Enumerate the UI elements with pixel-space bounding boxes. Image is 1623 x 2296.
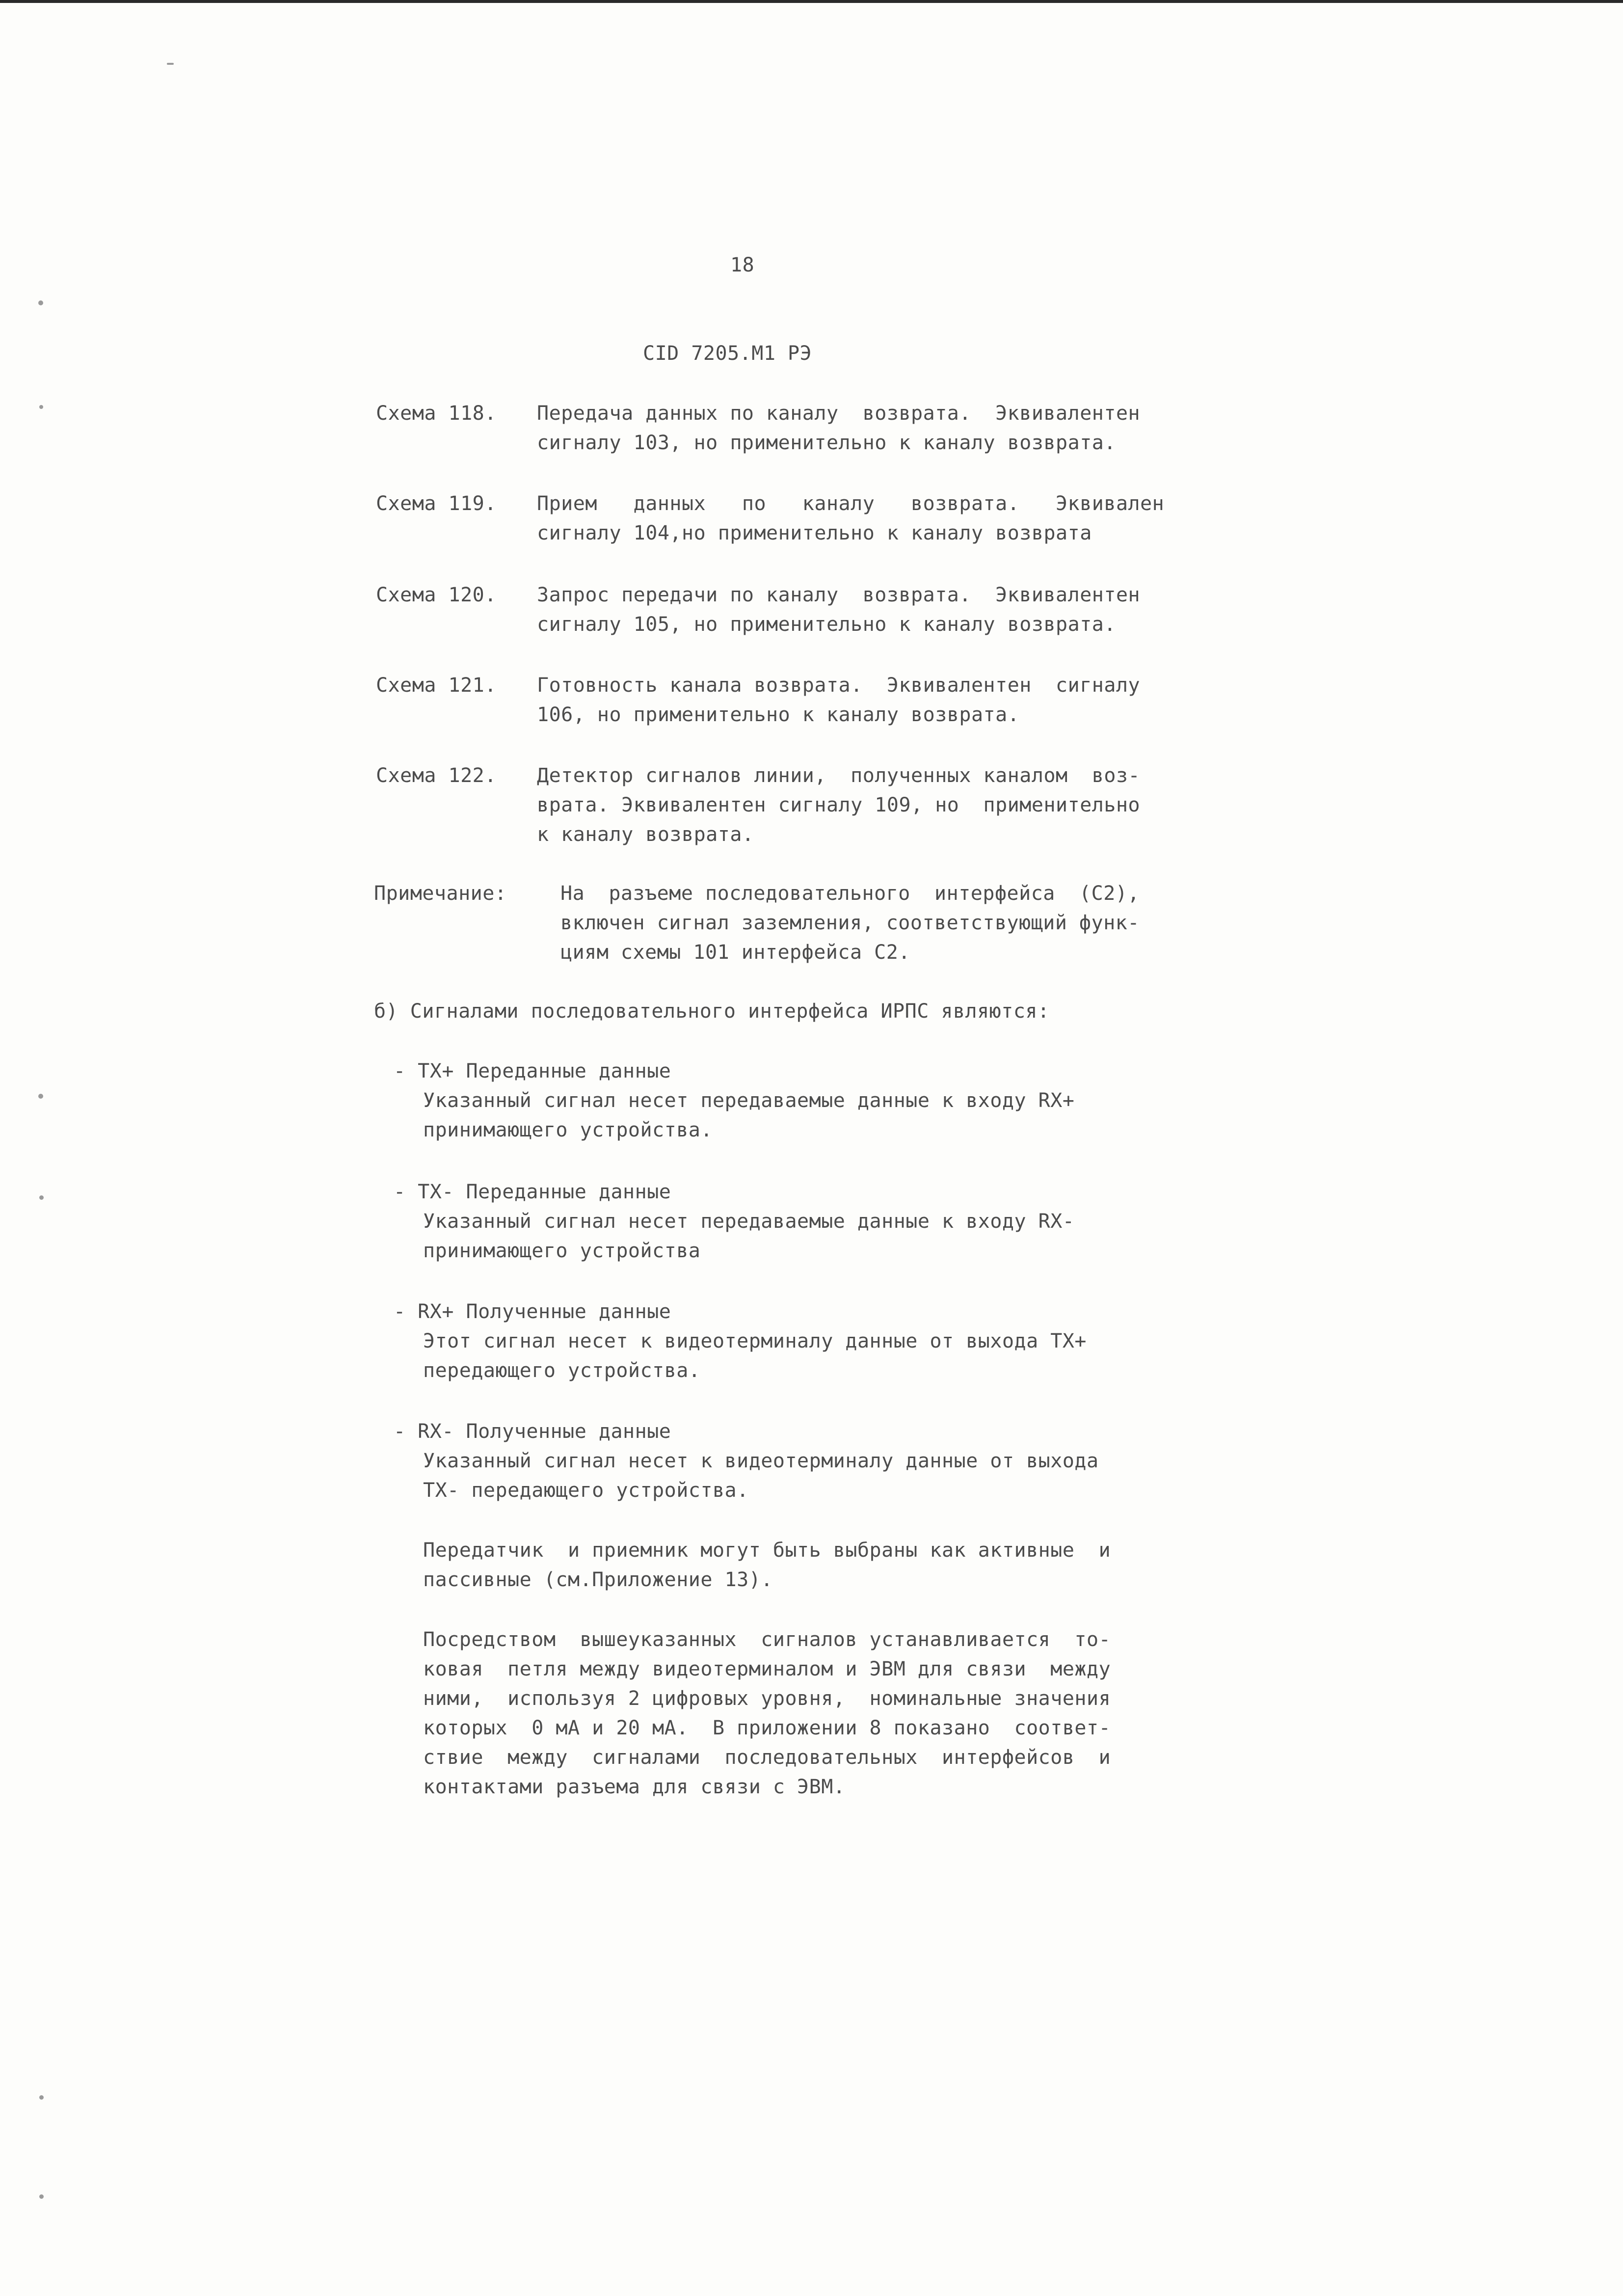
document-code: CID 7205.M1 РЭ — [643, 342, 812, 365]
scheme-text-line: Передача данных по каналу возврата. Эквивалентен — [537, 402, 1141, 425]
scheme-text-line: Запрос передачи по каналу возврата. Эквивалентен — [537, 584, 1141, 606]
scheme-text-line: Детектор сигналов линии, полученных каналом воз- — [537, 764, 1141, 787]
scheme-text-line: врата. Эквивалентен сигналу 109, но применительно — [537, 794, 1141, 816]
section-heading: б) Сигналами последовательного интерфейса ИРПС являются: — [374, 1000, 1050, 1023]
page-number: 18 — [730, 254, 755, 276]
note-text-line: циям схемы 101 интерфейса С2. — [560, 941, 910, 964]
paragraph-line: пассивные (см.Приложение 13). — [423, 1568, 773, 1591]
margin-mark — [39, 2194, 44, 2199]
margin-mark — [38, 1094, 43, 1099]
scheme-text-line: сигналу 104,но применительно к каналу возврата — [537, 522, 1092, 544]
scheme-label: Схема 121. — [376, 674, 497, 697]
note-text-line: включен сигнал заземления, соответствующий функ- — [560, 912, 1140, 934]
signal-description-line: передающего устройства. — [423, 1359, 701, 1382]
paragraph-line: ковая петля между видеотерминалом и ЭВМ для связи между — [423, 1658, 1111, 1680]
signal-description-line: Указанный сигнал несет к видеотерминалу данные от выхода — [423, 1450, 1099, 1472]
signal-title: - ТХ- Переданные данные — [394, 1181, 671, 1203]
scheme-label: Схема 118. — [376, 402, 497, 425]
margin-mark — [39, 1195, 44, 1200]
paragraph-line: ними, используя 2 цифровых уровня, номинальные значения — [423, 1687, 1111, 1710]
scheme-text-line: 106, но применительно к каналу возврата. — [537, 703, 1020, 726]
paragraph-line: которых 0 мА и 20 мА. В приложении 8 показано соответ- — [423, 1717, 1111, 1739]
scheme-text-line: к каналу возврата. — [537, 823, 754, 846]
signal-title: - RX+ Полученные данные — [394, 1300, 671, 1323]
signal-title: - RX- Полученные данные — [394, 1420, 671, 1443]
note-label: Примечание: — [374, 882, 507, 905]
signal-description-line: Указанный сигнал несет передаваемые данные к входу RX+ — [423, 1089, 1075, 1112]
scheme-text-line: сигналу 103, но применительно к каналу возврата. — [537, 432, 1116, 454]
scheme-label: Схема 120. — [376, 584, 497, 606]
margin-mark — [38, 300, 43, 305]
scheme-text-line: сигналу 105, но применительно к каналу возврата. — [537, 613, 1116, 636]
paragraph-line: Передатчик и приемник могут быть выбраны как активные и — [423, 1539, 1111, 1562]
paragraph-line: контактами разъема для связи с ЭВМ. — [423, 1776, 846, 1798]
scheme-label: Схема 122. — [376, 764, 497, 787]
page-top-edge — [0, 0, 1623, 3]
note-text-line: На разъеме последовательного интерфейса (С2), — [560, 882, 1140, 905]
scheme-label: Схема 119. — [376, 492, 497, 515]
paragraph-line: ствие между сигналами последовательных интерфейсов и — [423, 1746, 1111, 1769]
signal-description-line: принимающего устройства — [423, 1240, 701, 1262]
signal-description-line: Этот сигнал несет к видеотерминалу данные от выхода TX+ — [423, 1330, 1087, 1352]
margin-mark — [167, 63, 174, 65]
scheme-text-line: Готовность канала возврата. Эквивалентен сигналу — [537, 674, 1141, 697]
signal-description-line: принимающего устройства. — [423, 1119, 713, 1141]
paragraph-line: Посредством вышеуказанных сигналов устанавливается то- — [423, 1628, 1111, 1651]
signal-description-line: Указанный сигнал несет передаваемые данные к входу RX- — [423, 1210, 1075, 1233]
signal-description-line: TX- передающего устройства. — [423, 1479, 749, 1502]
scheme-text-line: Прием данных по каналу возврата. Эквивален — [537, 492, 1165, 515]
signal-title: - ТХ+ Переданные данные — [394, 1060, 671, 1082]
margin-mark — [39, 405, 43, 409]
margin-mark — [39, 2095, 44, 2100]
